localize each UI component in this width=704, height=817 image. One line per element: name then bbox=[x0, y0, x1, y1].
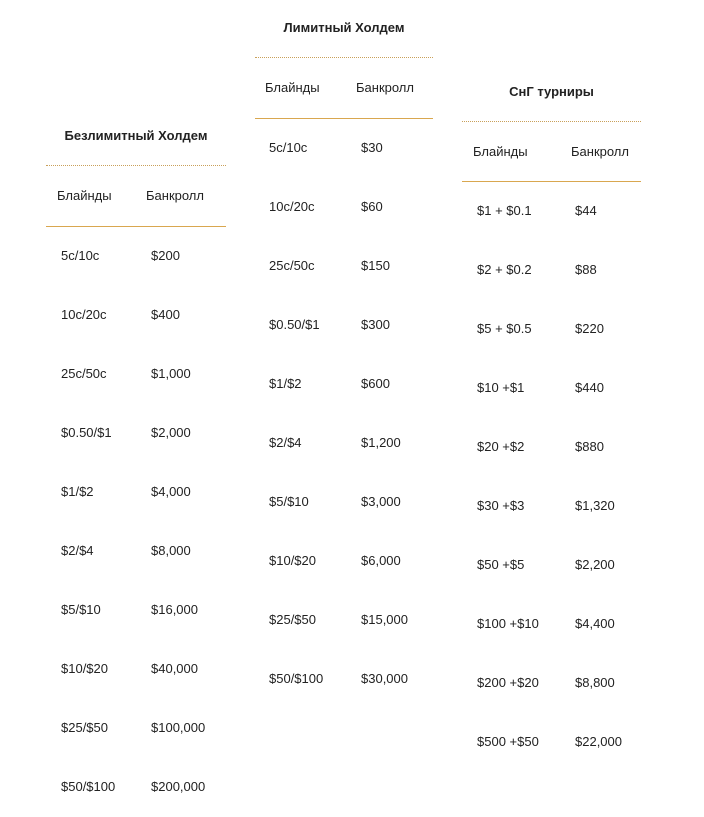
bankroll-cell: $100,000 bbox=[151, 720, 206, 735]
bankroll-cell: $30,000 bbox=[361, 671, 408, 686]
bankroll-cell: $200 bbox=[151, 248, 180, 263]
table-row bbox=[462, 713, 641, 772]
table-body bbox=[255, 119, 433, 709]
table-row bbox=[462, 359, 641, 418]
table-row bbox=[462, 418, 641, 477]
table-row bbox=[255, 237, 433, 296]
bankroll-cell: $6,000 bbox=[361, 553, 401, 568]
table-row bbox=[462, 595, 641, 654]
bankroll-cell: $16,000 bbox=[151, 602, 198, 617]
buyin-cell: $500 +$50 bbox=[477, 734, 539, 749]
header-bankroll: Банкролл bbox=[571, 144, 629, 159]
buyin-cell: $20 +$2 bbox=[477, 439, 525, 454]
bankroll-cell: $22,000 bbox=[575, 734, 622, 749]
bankroll-cell: $44 bbox=[575, 203, 597, 218]
bankroll-cell: $150 bbox=[361, 258, 390, 273]
bankroll-cell: $15,000 bbox=[361, 612, 408, 627]
table-row bbox=[46, 522, 226, 581]
blinds-cell: $25/$50 bbox=[61, 720, 108, 735]
bankroll-cell: $88 bbox=[575, 262, 597, 277]
table-row bbox=[462, 300, 641, 359]
blinds-cell: $0.50/$1 bbox=[61, 425, 112, 440]
table-row bbox=[462, 477, 641, 536]
header-blinds: Блайнды bbox=[473, 144, 528, 159]
header-bankroll: Банкролл bbox=[146, 188, 204, 203]
table-row bbox=[255, 355, 433, 414]
buyin-cell: $10 +$1 bbox=[477, 380, 525, 395]
table-row bbox=[462, 654, 641, 713]
buyin-cell: $2 + $0.2 bbox=[477, 262, 532, 277]
buyin-cell: $1 + $0.1 bbox=[477, 203, 532, 218]
table-row bbox=[46, 640, 226, 699]
blinds-cell: 25c/50c bbox=[269, 258, 315, 273]
buyin-cell: $100 +$10 bbox=[477, 616, 539, 631]
blinds-cell: $10/$20 bbox=[61, 661, 108, 676]
table-header bbox=[46, 167, 226, 226]
blinds-cell: $5/$10 bbox=[269, 494, 309, 509]
title-divider bbox=[255, 57, 433, 58]
table-row bbox=[255, 650, 433, 709]
bankroll-cell: $3,000 bbox=[361, 494, 401, 509]
blinds-cell: 5c/10c bbox=[269, 140, 308, 155]
table-row bbox=[46, 345, 226, 404]
bankroll-cell: $30 bbox=[361, 140, 383, 155]
table-row bbox=[462, 536, 641, 595]
blinds-cell: $2/$4 bbox=[269, 435, 302, 450]
bankroll-cell: $60 bbox=[361, 199, 383, 214]
blinds-cell: $50/$100 bbox=[269, 671, 324, 686]
blinds-cell: $2/$4 bbox=[61, 543, 94, 558]
header-blinds: Блайнды bbox=[265, 80, 320, 95]
header-bankroll: Банкролл bbox=[356, 80, 414, 95]
header-blinds: Блайнды bbox=[57, 188, 112, 203]
table-row bbox=[255, 473, 433, 532]
title-divider bbox=[462, 121, 641, 122]
bankroll-cell: $200,000 bbox=[151, 779, 206, 794]
table-row bbox=[462, 241, 641, 300]
table-row bbox=[46, 581, 226, 640]
bankroll-cell: $1,000 bbox=[151, 366, 191, 381]
bankroll-cell: $1,200 bbox=[361, 435, 401, 450]
blinds-cell: 10c/20c bbox=[61, 307, 107, 322]
blinds-cell: $1/$2 bbox=[269, 376, 302, 391]
blinds-cell: 10c/20c bbox=[269, 199, 315, 214]
table-row bbox=[255, 296, 433, 355]
bankroll-cell: $440 bbox=[575, 380, 604, 395]
table-row bbox=[46, 227, 226, 286]
bankroll-cell: $300 bbox=[361, 317, 390, 332]
blinds-cell: $5/$10 bbox=[61, 602, 101, 617]
bankroll-cell: $4,400 bbox=[575, 616, 615, 631]
table-title: Безлимитный Холдем bbox=[64, 128, 208, 143]
table-row bbox=[46, 404, 226, 463]
table-row bbox=[255, 414, 433, 473]
blinds-cell: $1/$2 bbox=[61, 484, 94, 499]
bankroll-cell: $40,000 bbox=[151, 661, 198, 676]
blinds-cell: $0.50/$1 bbox=[269, 317, 320, 332]
table-body bbox=[462, 182, 641, 772]
table-title: Лимитный Холдем bbox=[283, 20, 405, 35]
table-row bbox=[46, 286, 226, 345]
bankroll-cell: $2,200 bbox=[575, 557, 615, 572]
buyin-cell: $200 +$20 bbox=[477, 675, 539, 690]
bankroll-cell: $8,800 bbox=[575, 675, 615, 690]
table-row bbox=[46, 758, 226, 817]
blinds-cell: $50/$100 bbox=[61, 779, 116, 794]
table-row bbox=[255, 119, 433, 178]
table-header bbox=[255, 59, 433, 118]
bankroll-cell: $400 bbox=[151, 307, 180, 322]
blinds-cell: $10/$20 bbox=[269, 553, 316, 568]
bankroll-cell: $4,000 bbox=[151, 484, 191, 499]
table-row bbox=[46, 463, 226, 522]
table-title: СнГ турниры bbox=[509, 84, 594, 99]
table-header bbox=[462, 123, 641, 182]
blinds-cell: 5c/10c bbox=[61, 248, 100, 263]
table-row bbox=[46, 699, 226, 758]
table-row bbox=[255, 591, 433, 650]
table-row bbox=[255, 532, 433, 591]
bankroll-cell: $2,000 bbox=[151, 425, 191, 440]
bankroll-cell: $1,320 bbox=[575, 498, 615, 513]
buyin-cell: $5 + $0.5 bbox=[477, 321, 532, 336]
table-row bbox=[462, 182, 641, 241]
table-row bbox=[255, 178, 433, 237]
bankroll-cell: $8,000 bbox=[151, 543, 191, 558]
buyin-cell: $50 +$5 bbox=[477, 557, 525, 572]
blinds-cell: $25/$50 bbox=[269, 612, 316, 627]
buyin-cell: $30 +$3 bbox=[477, 498, 525, 513]
bankroll-cell: $220 bbox=[575, 321, 604, 336]
title-divider bbox=[46, 165, 226, 166]
blinds-cell: 25c/50c bbox=[61, 366, 107, 381]
bankroll-cell: $880 bbox=[575, 439, 604, 454]
table-body bbox=[46, 227, 226, 817]
bankroll-cell: $600 bbox=[361, 376, 390, 391]
